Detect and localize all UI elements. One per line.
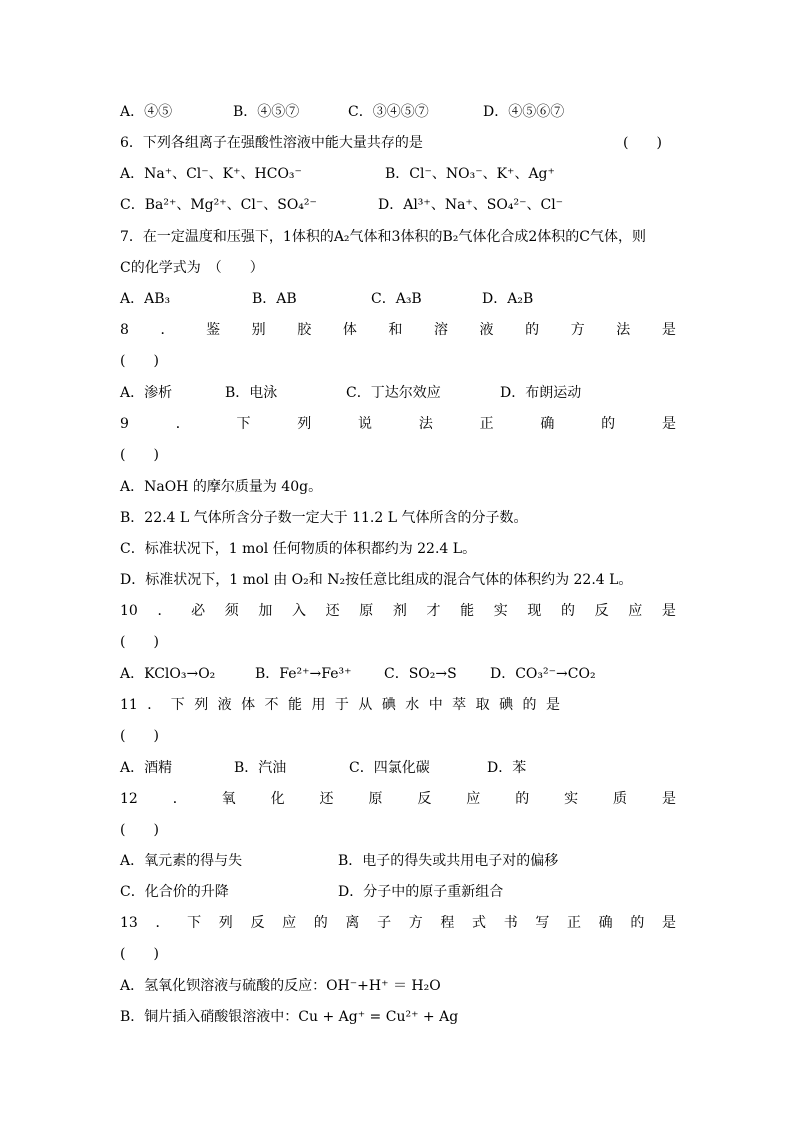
q12-char: 质 bbox=[613, 791, 628, 807]
q11-answer-paren: ( ) bbox=[120, 728, 159, 744]
q11-option-b: B．汽油 bbox=[234, 760, 287, 776]
q9-option-d: D．标准状况下，1 mol 由 O₂和 N₂按任意比组成的混合气体的体积约为 22.4 L。 bbox=[120, 572, 633, 588]
q8-char: 液 bbox=[479, 322, 494, 338]
q13-char: 方 bbox=[408, 915, 423, 931]
q9-stem bbox=[120, 414, 676, 434]
q13-stem bbox=[120, 913, 676, 933]
q9-char: ． bbox=[175, 416, 190, 432]
q12-char: 12 bbox=[120, 791, 138, 807]
q12-char: 氧 bbox=[221, 791, 236, 807]
q10-char: 的 bbox=[560, 603, 575, 619]
q12-char: 化 bbox=[270, 791, 285, 807]
q9-option-a: A．NaOH 的摩尔质量为 40g。 bbox=[120, 479, 323, 495]
q8-char: 体 bbox=[342, 322, 357, 338]
q10-option-b: B．Fe²⁺→Fe³⁺ bbox=[255, 666, 352, 682]
q7-stem-line1: 7．在一定温度和压强下，1体积的A₂气体和3体积的B₂气体化合成2体积的C气体，则 bbox=[120, 229, 646, 245]
q9-char: 说 bbox=[358, 416, 373, 432]
q10-option-a: A．KClO₃→O₂ bbox=[120, 666, 216, 682]
q10-char: 必 bbox=[191, 603, 206, 619]
q10-char: 反 bbox=[594, 603, 609, 619]
q11-option-c: C．四氯化碳 bbox=[349, 760, 430, 776]
q11-char: 下 bbox=[170, 697, 185, 713]
q11-char: 液 bbox=[217, 697, 232, 713]
q6-answer-paren: ( ) bbox=[623, 135, 662, 151]
q9-option-c: C．标准状况下，1 mol 任何物质的体积都约为 22.4 L。 bbox=[120, 541, 477, 557]
q7-option-a: A．AB₃ bbox=[120, 291, 171, 307]
q9-option-b: B．22.4 L 气体所含分子数一定大于 11.2 L 气体所含的分子数。 bbox=[120, 510, 528, 526]
q8-char: 和 bbox=[388, 322, 403, 338]
q10-char: 能 bbox=[460, 603, 475, 619]
q6-stem-text: 6．下列各组离子在强酸性溶液中能大量共存的是 bbox=[120, 135, 423, 151]
q9-char: 9 bbox=[120, 416, 129, 432]
q11-option-a: A．酒精 bbox=[120, 760, 173, 776]
q11-stem bbox=[120, 695, 560, 715]
q12-stem bbox=[120, 789, 676, 809]
q10-char: 剂 bbox=[392, 603, 407, 619]
q10-char: 才 bbox=[426, 603, 441, 619]
q12-option-a: A．氧元素的得与失 bbox=[120, 853, 243, 869]
q7-option-b: B．AB bbox=[252, 291, 297, 307]
q12-option-d: D．分子中的原子重新组合 bbox=[338, 884, 504, 900]
q11-option-d: D．苯 bbox=[487, 760, 527, 776]
q11-char: 萃 bbox=[452, 697, 467, 713]
q8-answer-paren: ( ) bbox=[120, 353, 159, 369]
q12-char: ． bbox=[172, 791, 187, 807]
q11-char: 用 bbox=[311, 697, 326, 713]
q5-option-b: B．④⑤⑦ bbox=[233, 104, 300, 120]
q11-char: 是 bbox=[545, 697, 560, 713]
q11-char: 不 bbox=[264, 697, 279, 713]
q12-option-c: C．化合价的升降 bbox=[120, 884, 229, 900]
q8-char: 胶 bbox=[297, 322, 312, 338]
q10-option-c: C．SO₂→S bbox=[384, 666, 457, 682]
q9-char: 的 bbox=[601, 416, 616, 432]
q9-char: 下 bbox=[236, 416, 251, 432]
q11-char: 从 bbox=[358, 697, 373, 713]
q8-char: 法 bbox=[616, 322, 631, 338]
q10-char: 实 bbox=[493, 603, 508, 619]
q6-option-c: C．Ba²⁺、Mg²⁺、Cl⁻、SO₄²⁻ bbox=[120, 197, 317, 213]
q12-char: 反 bbox=[417, 791, 432, 807]
q12-char: 还 bbox=[319, 791, 334, 807]
q10-char: 须 bbox=[224, 603, 239, 619]
q13-option-b: B．铜片插入硝酸银溶液中：Cu + Ag⁺ = Cu²⁺ + Ag bbox=[120, 1009, 459, 1025]
q13-char: ． bbox=[155, 915, 170, 931]
q10-char: 10 bbox=[120, 603, 138, 619]
q13-char: 确 bbox=[598, 915, 613, 931]
q13-answer-paren: ( ) bbox=[120, 946, 159, 962]
q12-option-b: B．电子的得失或共用电子对的偏移 bbox=[338, 853, 559, 869]
q8-char: 鉴 bbox=[206, 322, 221, 338]
q9-answer-paren: ( ) bbox=[120, 447, 159, 463]
q13-char: 下 bbox=[187, 915, 202, 931]
q10-option-d: D．CO₃²⁻→CO₂ bbox=[490, 666, 596, 682]
q5-option-c: C．③④⑤⑦ bbox=[348, 104, 429, 120]
q13-char: 13 bbox=[120, 915, 138, 931]
q12-char: 的 bbox=[515, 791, 530, 807]
q11-char: ． bbox=[147, 697, 162, 713]
q9-char: 是 bbox=[661, 416, 676, 432]
q8-char: 溶 bbox=[433, 322, 448, 338]
q8-option-c: C．丁达尔效应 bbox=[346, 385, 441, 401]
q11-char: 碘 bbox=[381, 697, 396, 713]
q7-option-c: C．A₃B bbox=[371, 291, 422, 307]
q13-char: 离 bbox=[345, 915, 360, 931]
q13-char: 式 bbox=[472, 915, 487, 931]
q13-char: 正 bbox=[567, 915, 582, 931]
q13-char: 列 bbox=[218, 915, 233, 931]
q11-char: 取 bbox=[475, 697, 490, 713]
q8-char: 8 bbox=[120, 322, 129, 338]
q9-char: 确 bbox=[540, 416, 555, 432]
q13-char: 反 bbox=[250, 915, 265, 931]
q7-option-d: D．A₂B bbox=[482, 291, 534, 307]
q6-option-d: D．Al³⁺、Na⁺、SO₄²⁻、Cl⁻ bbox=[378, 197, 564, 213]
q11-stem-chars bbox=[120, 695, 560, 715]
q10-char: 还 bbox=[325, 603, 340, 619]
q13-char: 子 bbox=[377, 915, 392, 931]
q8-option-b: B．电泳 bbox=[225, 385, 278, 401]
q12-char: 实 bbox=[564, 791, 579, 807]
q8-stem bbox=[120, 320, 676, 340]
q11-char: 水 bbox=[405, 697, 420, 713]
q10-answer-paren: ( ) bbox=[120, 634, 159, 650]
q11-char: 碘 bbox=[499, 697, 514, 713]
q11-char: 中 bbox=[428, 697, 443, 713]
q6-option-b: B．Cl⁻、NO₃⁻、K⁺、Ag⁺ bbox=[385, 166, 555, 182]
q12-char: 应 bbox=[466, 791, 481, 807]
q9-char: 列 bbox=[297, 416, 312, 432]
q11-char: 的 bbox=[522, 697, 537, 713]
q12-char: 原 bbox=[368, 791, 383, 807]
q10-char: 是 bbox=[661, 603, 676, 619]
q13-char: 应 bbox=[282, 915, 297, 931]
q10-char: 现 bbox=[527, 603, 542, 619]
q11-char: 11 bbox=[120, 697, 138, 713]
q11-char: 能 bbox=[288, 697, 302, 713]
q13-char: 是 bbox=[661, 915, 676, 931]
q8-char: 别 bbox=[251, 322, 266, 338]
q13-char: 书 bbox=[503, 915, 518, 931]
q13-char: 程 bbox=[440, 915, 455, 931]
q10-char: 应 bbox=[628, 603, 643, 619]
q6-option-a: A．Na⁺、Cl⁻、K⁺、HCO₃⁻ bbox=[120, 166, 302, 182]
q10-char: 入 bbox=[291, 603, 306, 619]
q8-char: 是 bbox=[661, 322, 676, 338]
q13-char: 的 bbox=[313, 915, 328, 931]
q8-option-a: A．渗析 bbox=[120, 385, 173, 401]
q10-char: ． bbox=[157, 603, 172, 619]
q13-char: 写 bbox=[535, 915, 550, 931]
q5-option-a: A．④⑤ bbox=[120, 104, 173, 120]
q8-option-d: D．布朗运动 bbox=[500, 385, 582, 401]
q11-char: 列 bbox=[194, 697, 209, 713]
q9-char: 法 bbox=[418, 416, 433, 432]
q7-stem-line2: C的化学式为 （ ） bbox=[120, 260, 264, 276]
q13-option-a: A．氢氧化钡溶液与硫酸的反应：OH⁻+H⁺ ＝ H₂O bbox=[120, 978, 441, 994]
q10-char: 加 bbox=[258, 603, 273, 619]
q10-char: 原 bbox=[359, 603, 374, 619]
q12-char: 是 bbox=[661, 791, 676, 807]
q8-char: 方 bbox=[570, 322, 585, 338]
q5-option-d: D．④⑤⑥⑦ bbox=[483, 104, 565, 120]
q12-answer-paren: ( ) bbox=[120, 822, 159, 838]
q8-char: ． bbox=[160, 322, 175, 338]
q11-char: 体 bbox=[241, 697, 256, 713]
q11-char: 于 bbox=[334, 697, 349, 713]
q13-char: 的 bbox=[630, 915, 645, 931]
q10-stem bbox=[120, 601, 676, 621]
q9-char: 正 bbox=[479, 416, 494, 432]
q8-char: 的 bbox=[525, 322, 540, 338]
